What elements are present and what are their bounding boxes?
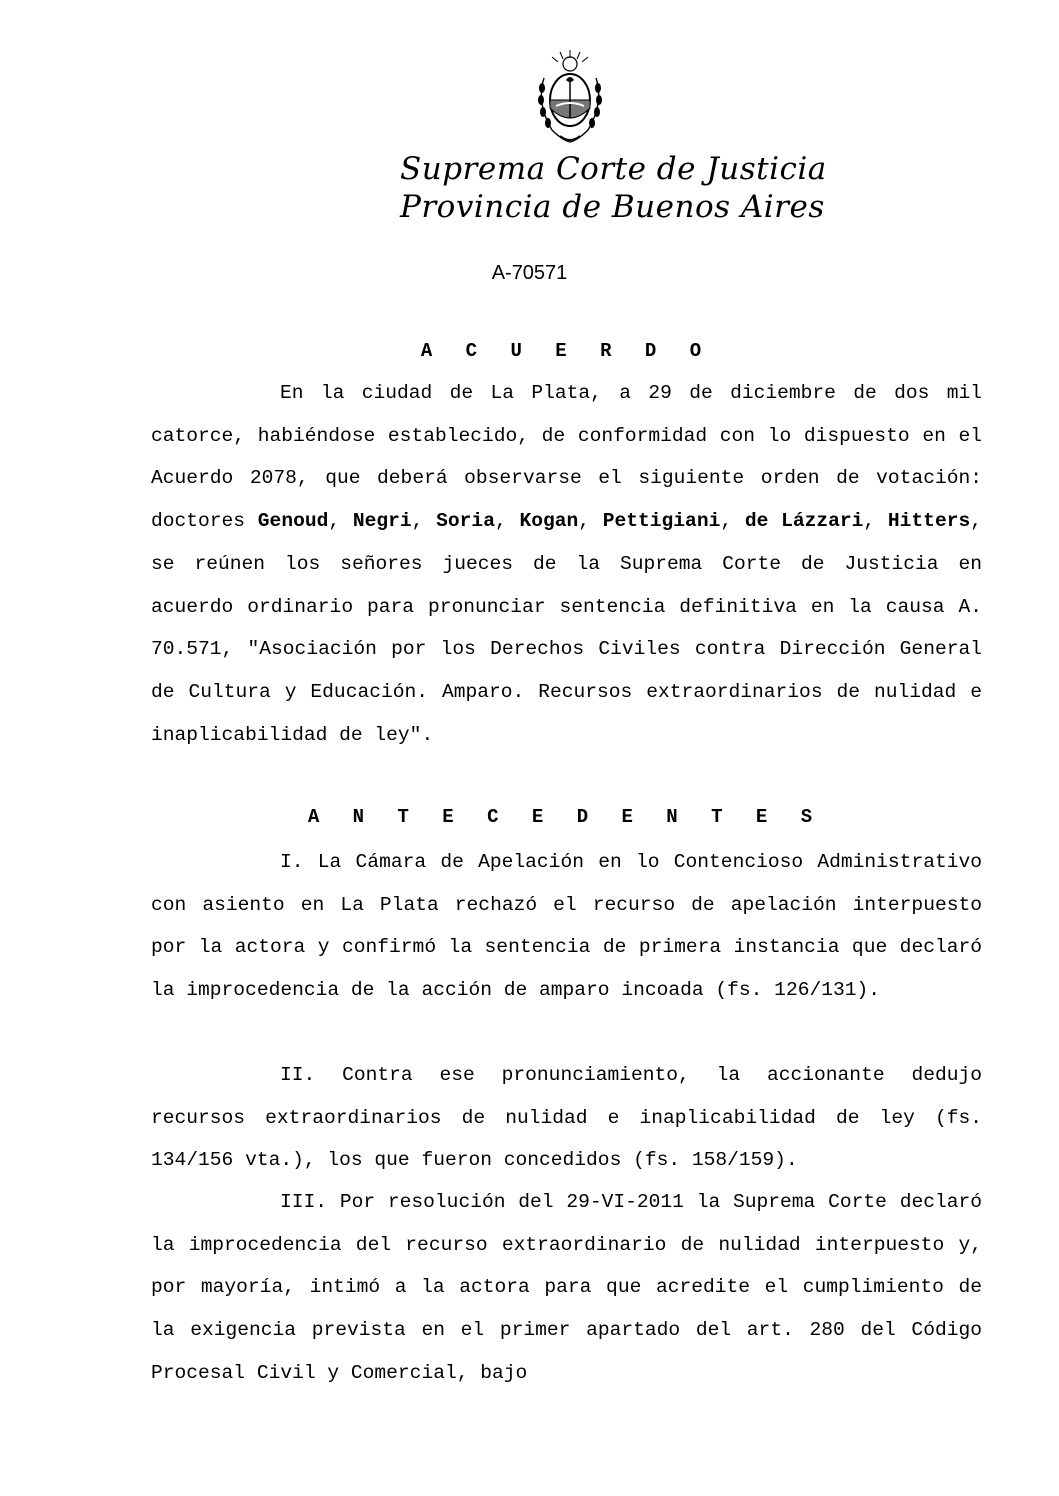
paragraph-antecedente-3: III. Por resolución del 29-VI-2011 la Suprema Corte declaró la improcedencia del recurso extraordinario de nulidad interpuesto y, por mayoría, intimó a la actora para que acredite el cumplimiento de la exigencia prevista en el primer apartado del art. 280 del Código Procesal Civil y Comercial, bajo bbox=[151, 1191, 982, 1384]
paragraph-acuerdo-text-a: En la ciudad de La Plata, a 29 de diciembre de dos mil catorce, habiéndose establecido, de conformidad con lo dispuesto en el Acuerdo 2078, que deberá observarse el siguiente orden de votación: doctores bbox=[151, 382, 982, 533]
court-name bbox=[400, 150, 827, 226]
court-name-line2: Provincia de Buenos Aires bbox=[400, 189, 825, 225]
case-number: A-70571 bbox=[491, 262, 568, 284]
coat-of-arms-seal-icon bbox=[530, 48, 610, 148]
judge-name: Genoud bbox=[257, 510, 329, 533]
judge-name: Pettigiani bbox=[602, 510, 721, 533]
paragraph-antecedente-1: I. La Cámara de Apelación en lo Contencioso Administrativo con asiento en La Plata rechazó el recurso de apelación interpuesto por la actora y confirmó la sentencia de primera instancia que declaró la improcedencia de la acción de amparo incoada (fs. 126/131). bbox=[151, 851, 982, 1002]
judge-name: Kogan bbox=[519, 510, 579, 533]
judge-name: Hitters bbox=[887, 510, 971, 533]
judge-name: Soria bbox=[436, 510, 495, 533]
paragraph-acuerdo: En la ciudad de La Plata, a 29 de diciembre de dos mil catorce, habiéndose establecido, de conformidad con lo dispuesto en el Acuerdo 2078, que deberá observarse el siguiente orden de votación: doctores Genoud, Negri, Soria, Kogan, Pettigiani, de Lázzari, Hitters, se reúnen los señores jueces de la Suprema Corte de Justicia en acuerdo ordinario para pronunciar sentencia definitiva en la causa A. 70.571, "Asociación por los Derechos Civiles contra Dirección General de Cultura y Educación. Amparo. Recursos extraordinarios de nulidad e inaplicabilidad de ley". bbox=[151, 382, 982, 746]
judge-name: Negri bbox=[352, 510, 412, 533]
court-name-line1: Suprema Corte de Justicia bbox=[400, 151, 827, 187]
section-title-antecedentes: A N T E C E D E N T E S bbox=[307, 806, 824, 828]
judge-name: de Lázzari bbox=[744, 510, 864, 533]
paragraph-antecedente-2: II. Contra ese pronunciamiento, la accionante dedujo recursos extraordinarios de nulidad e inaplicabilidad de ley (fs. 134/156 vta.), los que fueron concedidos (fs. 158/159). bbox=[151, 1064, 982, 1172]
section-title-acuerdo: A C U E R D O bbox=[420, 340, 713, 362]
paragraph-acuerdo-text-b: , se reúnen los señores jueces de la Suprema Corte de Justicia en acuerdo ordinario para pronunciar sentencia definitiva en la causa A. 70.571, "Asociación por los Derechos Civiles contra Dirección General de Cultura y Educación. Amparo. Recursos extraordinarios de nulidad e inaplicabilidad de ley". bbox=[151, 510, 982, 746]
